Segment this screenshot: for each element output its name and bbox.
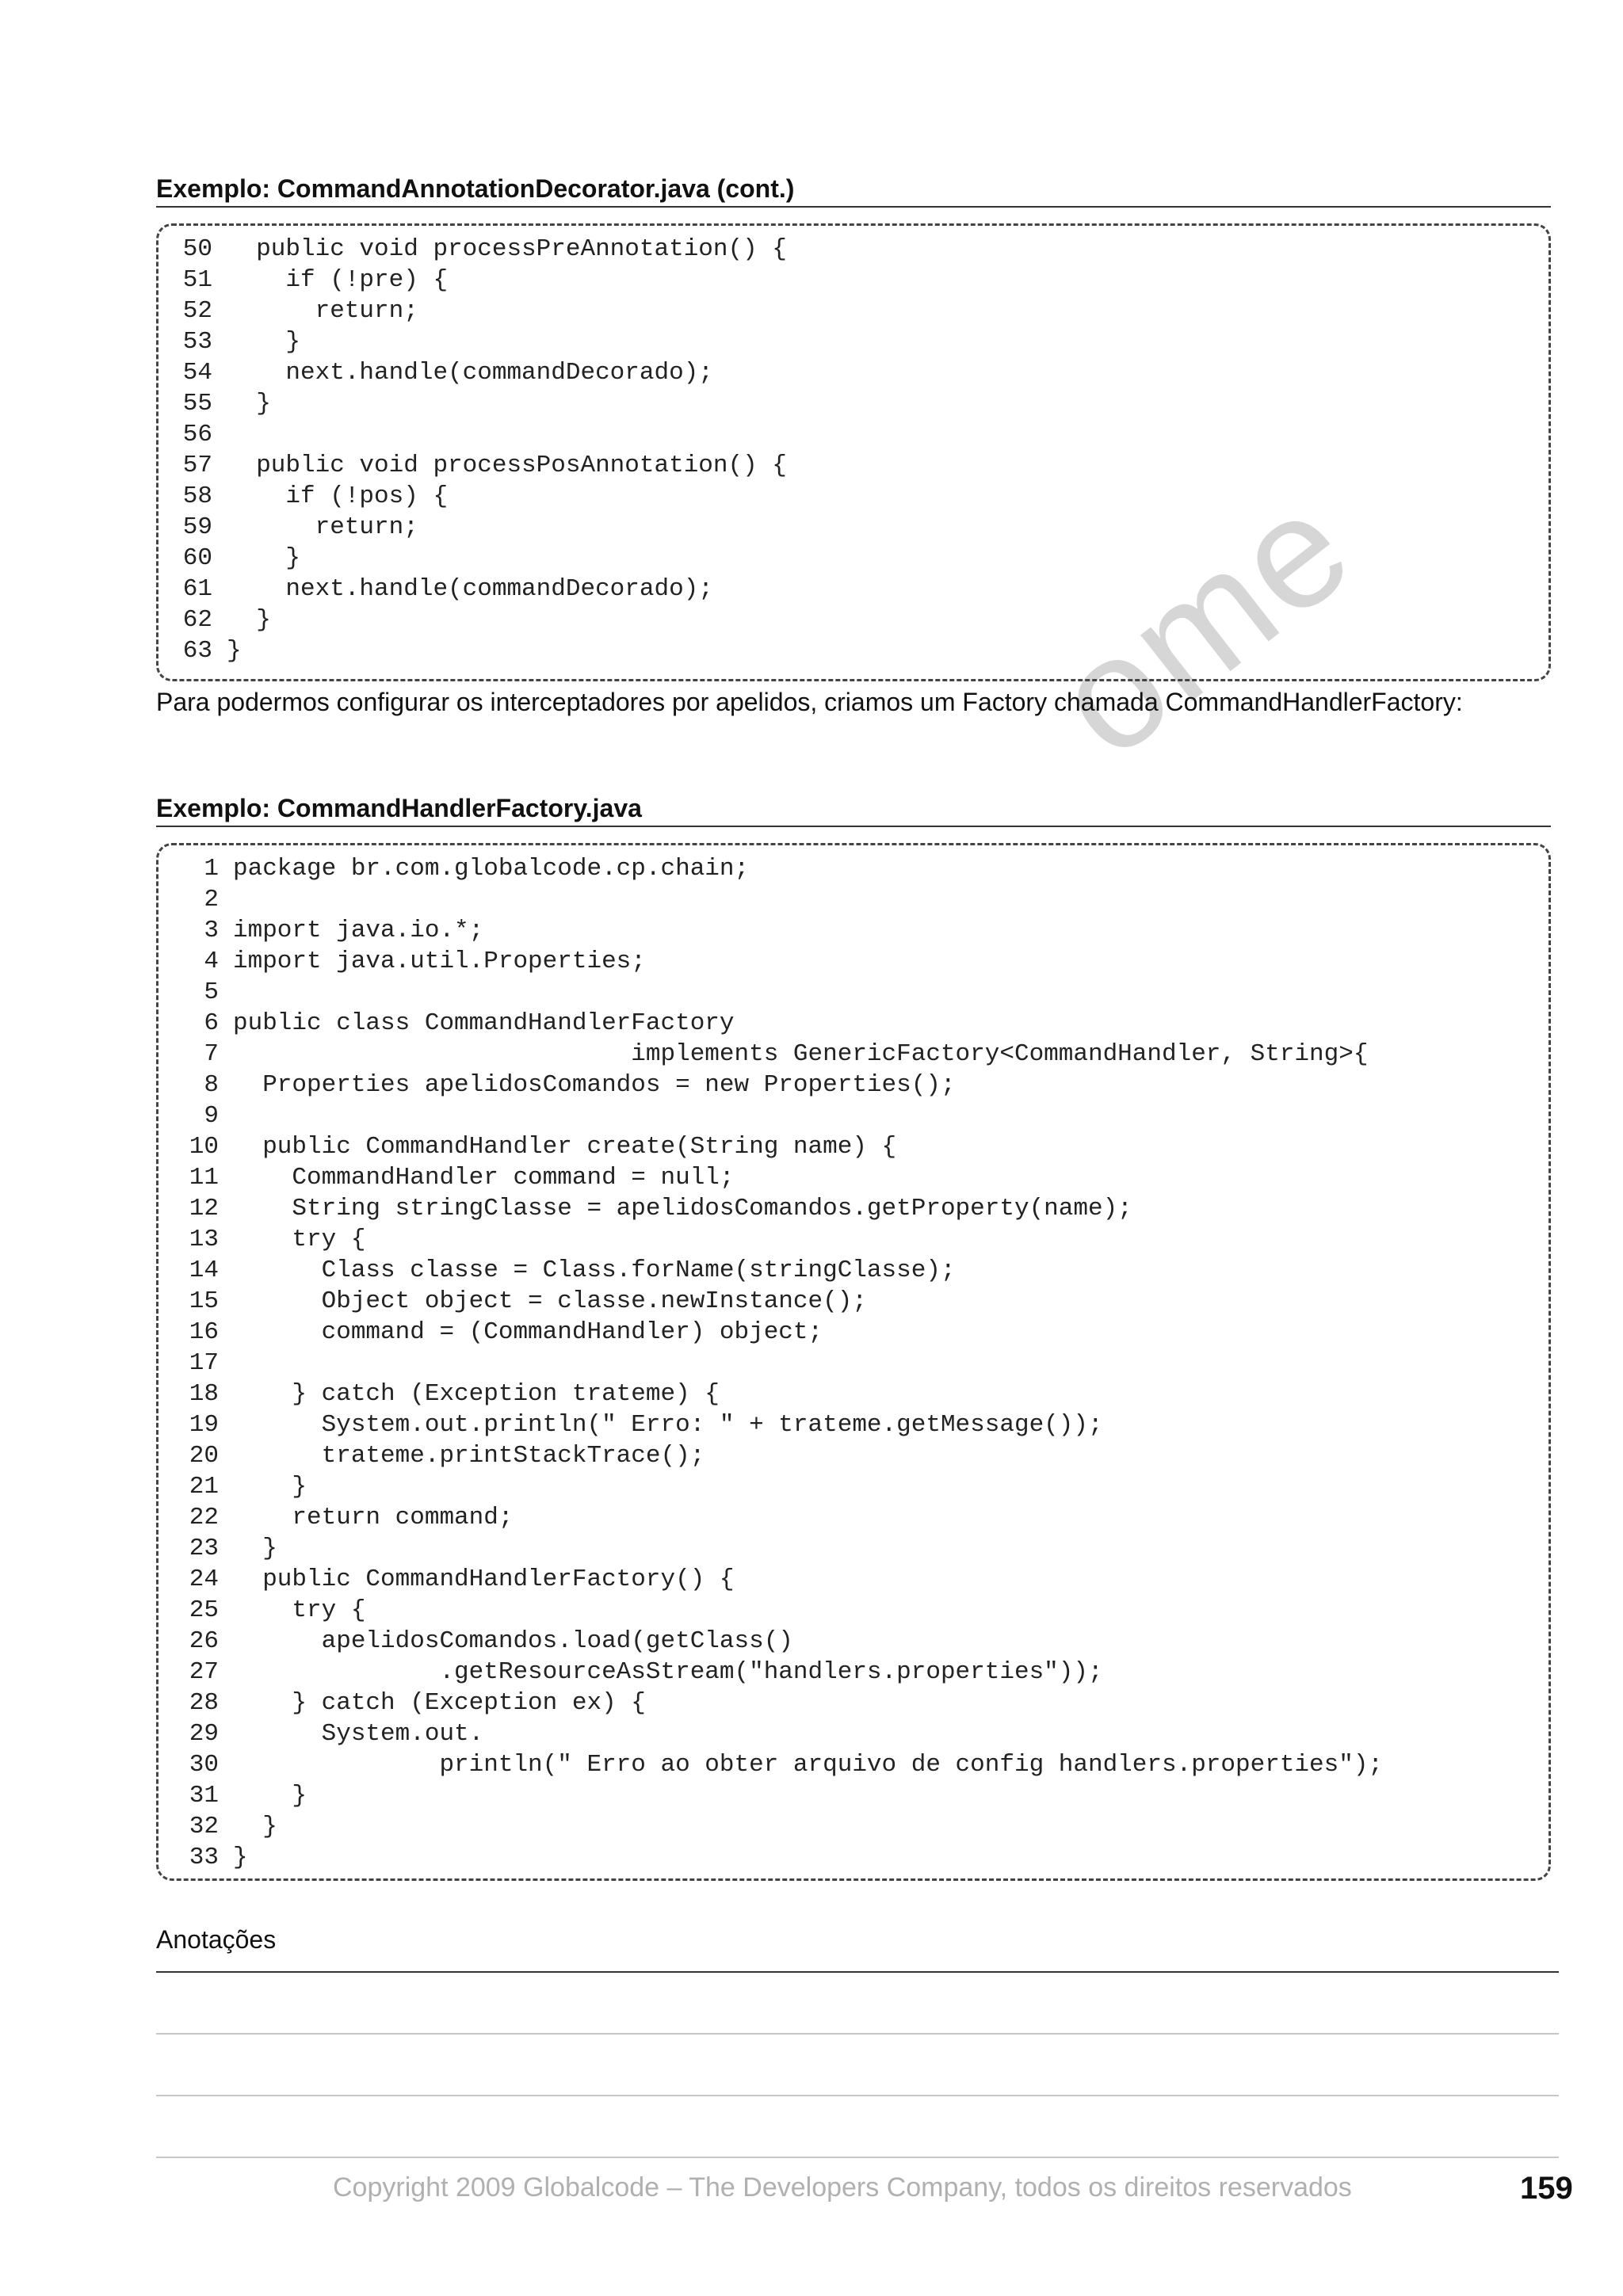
line-number: 10 xyxy=(189,1133,219,1161)
code-line xyxy=(179,1193,1383,1224)
code-line xyxy=(179,1688,1383,1718)
code-text: import java.io.*; xyxy=(233,917,484,944)
code-text: Class classe = Class.forName(stringClasse); xyxy=(233,1257,956,1284)
code-line xyxy=(179,884,1383,915)
code-line xyxy=(179,1502,1383,1533)
line-number: 24 xyxy=(189,1566,219,1593)
code-line xyxy=(179,1749,1383,1780)
code-line xyxy=(179,1533,1383,1564)
line-number: 27 xyxy=(189,1658,219,1686)
code-text: } xyxy=(233,1782,307,1810)
code-line xyxy=(179,1657,1383,1688)
code-line xyxy=(179,1409,1383,1440)
line-number: 25 xyxy=(189,1596,219,1624)
code-line xyxy=(179,915,1383,946)
code-line xyxy=(179,1100,1383,1131)
code-line xyxy=(173,543,787,574)
line-number: 33 xyxy=(189,1844,219,1871)
line-number: 11 xyxy=(189,1164,219,1192)
code-line xyxy=(179,853,1383,884)
code-text: Properties apelidosComandos = new Properties(); xyxy=(233,1071,956,1099)
code-text: } xyxy=(233,1535,277,1562)
code-line xyxy=(173,234,787,265)
line-number: 54 xyxy=(182,359,212,387)
notes-rule-top xyxy=(156,1971,1559,1973)
code-line xyxy=(173,388,787,419)
code-line xyxy=(179,1224,1383,1255)
code-text: } xyxy=(227,606,271,634)
code-text: } xyxy=(227,328,301,356)
line-number: 22 xyxy=(189,1504,219,1531)
code-line xyxy=(179,977,1383,1008)
code-text: try { xyxy=(233,1596,366,1624)
code-line xyxy=(173,635,787,666)
code-text: System.out.println(" Erro: " + trateme.getMessage()); xyxy=(233,1411,1103,1439)
code-line xyxy=(179,1348,1383,1379)
code-line xyxy=(179,1718,1383,1749)
code-text: } xyxy=(227,544,301,572)
code-line xyxy=(179,1626,1383,1657)
line-number: 50 xyxy=(182,235,212,263)
code-text: } catch (Exception trateme) { xyxy=(233,1380,720,1408)
code-line xyxy=(173,326,787,357)
code-line xyxy=(179,1131,1383,1162)
code-text: return command; xyxy=(233,1504,514,1531)
code-text: if (!pre) { xyxy=(227,266,449,294)
code-text: } xyxy=(233,1473,307,1501)
intro-paragraph: Para podermos configurar os interceptadores por apelidos, criamos um Factory chamada CommandHandlerFactory: xyxy=(156,688,1463,716)
line-number: 9 xyxy=(204,1102,219,1130)
line-number: 1 xyxy=(204,855,219,883)
code-line xyxy=(179,1070,1383,1100)
line-number: 31 xyxy=(189,1782,219,1810)
code-text: if (!pos) { xyxy=(227,482,449,510)
code-line xyxy=(179,1842,1383,1873)
line-number: 12 xyxy=(189,1195,219,1222)
code-line xyxy=(179,1595,1383,1626)
line-number: 16 xyxy=(189,1318,219,1346)
code-text: } xyxy=(227,637,242,665)
code-text: command = (CommandHandler) object; xyxy=(233,1318,823,1346)
code-text: } xyxy=(233,1844,248,1871)
code-text: apelidosComandos.load(getClass() xyxy=(233,1627,793,1655)
line-number: 28 xyxy=(189,1689,219,1717)
line-number: 21 xyxy=(189,1473,219,1501)
code-line xyxy=(179,1286,1383,1317)
line-number: 6 xyxy=(204,1009,219,1037)
code-text: import java.util.Properties; xyxy=(233,948,646,975)
example1-code-box xyxy=(156,223,1551,681)
code-text: System.out. xyxy=(233,1720,484,1748)
code-text: next.handle(commandDecorado); xyxy=(227,359,713,387)
code-line xyxy=(173,419,787,450)
line-number: 19 xyxy=(189,1411,219,1439)
code-line xyxy=(179,1440,1383,1471)
line-number: 53 xyxy=(182,328,212,356)
line-number: 14 xyxy=(189,1257,219,1284)
line-number: 51 xyxy=(182,266,212,294)
code-line xyxy=(173,265,787,296)
page-number: 159 xyxy=(1520,2171,1573,2206)
code-text: implements GenericFactory<CommandHandler, String>{ xyxy=(233,1040,1369,1068)
code-line xyxy=(179,1255,1383,1286)
example1-title: Exemplo: CommandAnnotationDecorator.java (cont.) xyxy=(156,173,1551,208)
line-number: 29 xyxy=(189,1720,219,1748)
code-text: trateme.printStackTrace(); xyxy=(233,1442,705,1470)
line-number: 30 xyxy=(189,1751,219,1779)
code-line xyxy=(173,357,787,388)
code-text: CommandHandler command = null; xyxy=(233,1164,735,1192)
notes-line xyxy=(156,2095,1559,2096)
code-line xyxy=(179,1564,1383,1595)
example2-title: Exemplo: CommandHandlerFactory.java xyxy=(156,792,1551,827)
example2-code-box xyxy=(156,843,1551,1881)
line-number: 7 xyxy=(204,1040,219,1068)
code-text: Object object = classe.newInstance(); xyxy=(233,1287,867,1315)
code-text: println(" Erro ao obter arquivo de config handlers.properties"); xyxy=(233,1751,1384,1779)
code-text: public void processPosAnnotation() { xyxy=(227,452,787,479)
code-text: } xyxy=(233,1813,277,1840)
line-number: 61 xyxy=(182,575,212,603)
code-text: return; xyxy=(227,513,418,541)
line-number: 4 xyxy=(204,948,219,975)
code-line xyxy=(179,1162,1383,1193)
code-text: String stringClasse = apelidosComandos.getProperty(name); xyxy=(233,1195,1132,1222)
code-line xyxy=(179,1780,1383,1811)
line-number: 52 xyxy=(182,297,212,325)
code-line xyxy=(173,574,787,605)
example2-code-lines xyxy=(179,853,1383,1873)
line-number: 17 xyxy=(189,1349,219,1377)
notes-line xyxy=(156,2033,1559,2035)
code-line xyxy=(179,1471,1383,1502)
line-number: 26 xyxy=(189,1627,219,1655)
line-number: 58 xyxy=(182,482,212,510)
line-number: 18 xyxy=(189,1380,219,1408)
line-number: 55 xyxy=(182,390,212,418)
code-line xyxy=(179,1008,1383,1039)
watermark: ome xyxy=(1023,456,1384,791)
line-number: 32 xyxy=(189,1813,219,1840)
code-line xyxy=(179,1811,1383,1842)
line-number: 2 xyxy=(204,886,219,913)
notes-line xyxy=(156,2157,1559,2158)
code-text: public CommandHandlerFactory() { xyxy=(233,1566,735,1593)
line-number: 3 xyxy=(204,917,219,944)
line-number: 63 xyxy=(182,637,212,665)
line-number: 20 xyxy=(189,1442,219,1470)
code-line xyxy=(173,481,787,512)
code-text: return; xyxy=(227,297,418,325)
code-line xyxy=(173,512,787,543)
code-line xyxy=(173,296,787,326)
notes-title: Anotações xyxy=(156,1925,277,1954)
line-number: 56 xyxy=(182,421,212,448)
code-line xyxy=(179,1039,1383,1070)
line-number: 59 xyxy=(182,513,212,541)
code-line xyxy=(173,450,787,481)
code-line xyxy=(173,605,787,635)
line-number: 57 xyxy=(182,452,212,479)
code-text: .getResourceAsStream("handlers.properties")); xyxy=(233,1658,1103,1686)
footer-copyright: Copyright 2009 Globalcode – The Developers Company, todos os direitos reservados xyxy=(333,2172,1352,2203)
code-text: try { xyxy=(233,1226,366,1253)
code-text: next.handle(commandDecorado); xyxy=(227,575,713,603)
line-number: 13 xyxy=(189,1226,219,1253)
line-number: 60 xyxy=(182,544,212,572)
code-text: public class CommandHandlerFactory xyxy=(233,1009,735,1037)
code-line xyxy=(179,1317,1383,1348)
code-text: public CommandHandler create(String name) { xyxy=(233,1133,897,1161)
code-line xyxy=(179,946,1383,977)
line-number: 15 xyxy=(189,1287,219,1315)
example1-code-lines xyxy=(173,234,787,666)
code-line xyxy=(179,1379,1383,1409)
line-number: 8 xyxy=(204,1071,219,1099)
line-number: 62 xyxy=(182,606,212,634)
line-number: 5 xyxy=(204,978,219,1006)
code-text: package br.com.globalcode.cp.chain; xyxy=(233,855,750,883)
line-number: 23 xyxy=(189,1535,219,1562)
code-text: } catch (Exception ex) { xyxy=(233,1689,646,1717)
code-text: public void processPreAnnotation() { xyxy=(227,235,787,263)
code-text: } xyxy=(227,390,271,418)
